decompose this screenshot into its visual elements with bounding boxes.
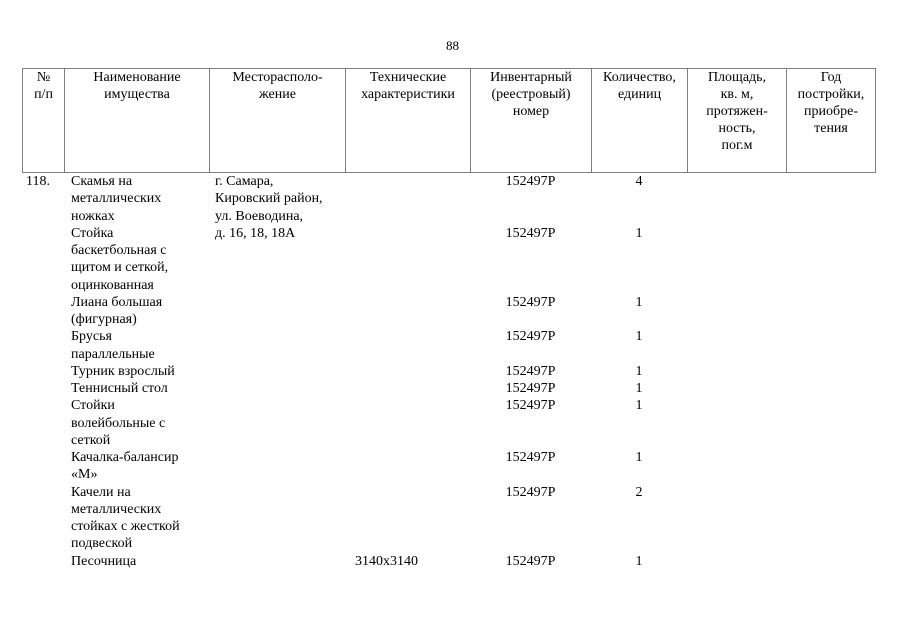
- location-cell: [209, 225, 345, 294]
- year: [786, 328, 875, 363]
- tech-specs: [345, 397, 470, 449]
- inventory-number: 152497Р: [505, 381, 556, 396]
- row-number: [22, 380, 64, 397]
- tech-specs: 3140x3140: [355, 553, 418, 569]
- tech-specs: [345, 363, 470, 380]
- row-number: [22, 397, 64, 449]
- table-row: [22, 449, 875, 484]
- table-row: [22, 484, 875, 553]
- tech-specs: [345, 294, 470, 329]
- quantity: 1: [635, 398, 643, 414]
- year: [786, 294, 875, 329]
- row-number: [22, 294, 64, 329]
- inventory-number: 152497Р: [505, 553, 556, 569]
- location-cell: [209, 173, 345, 241]
- tech-specs: [345, 449, 470, 484]
- quantity: 1: [635, 329, 643, 345]
- column-header: Технические характеристики: [346, 69, 471, 173]
- location-cell: [209, 380, 345, 397]
- quantity: 2: [635, 484, 643, 500]
- table-row: [22, 294, 875, 329]
- column-header: Наименование имущества: [65, 69, 210, 173]
- area: [687, 449, 786, 484]
- table-row: [22, 328, 875, 363]
- quantity: 1: [635, 381, 643, 396]
- location-cell: [209, 397, 345, 449]
- inventory-number: 152497Р: [505, 363, 556, 379]
- area: [687, 380, 786, 397]
- year: [786, 380, 875, 397]
- tech-specs: [345, 380, 470, 397]
- column-header: № п/п: [23, 69, 65, 173]
- item-name: Брусья параллельные: [71, 329, 155, 362]
- row-number: 118.: [26, 174, 50, 189]
- area: [687, 484, 786, 553]
- row-number: [22, 225, 64, 294]
- item-name: Скамья на металлических ножках: [71, 174, 162, 224]
- item-name: Качалка-балансир «М»: [71, 450, 179, 483]
- location-cell: [209, 449, 345, 484]
- year: [786, 397, 875, 449]
- inventory-number: 152497Р: [505, 294, 556, 310]
- inventory-number: 152497Р: [505, 484, 556, 500]
- area: [687, 173, 786, 225]
- item-name: Турник взрослый: [71, 363, 175, 379]
- table-row: [22, 225, 875, 294]
- inventory-number: 152497Р: [505, 398, 556, 414]
- tech-specs: [345, 484, 470, 553]
- tech-specs: [345, 328, 470, 363]
- column-header: Месторасполо- жение: [210, 69, 346, 173]
- row-number: [22, 553, 64, 570]
- table-row: [22, 363, 875, 380]
- inventory-number: 152497Р: [505, 174, 556, 189]
- table-header: [22, 68, 876, 173]
- year: [786, 225, 875, 294]
- location: г. Самара, Кировский район, ул. Воеводина, д. 16, 18, 18А: [215, 174, 323, 241]
- year: [786, 173, 875, 225]
- item-name: Теннисный стол: [71, 381, 168, 396]
- quantity: 1: [635, 225, 643, 241]
- column-header: Инвентарный (реестровый) номер: [471, 69, 592, 173]
- row-number: [22, 449, 64, 484]
- year: [786, 449, 875, 484]
- year: [786, 484, 875, 553]
- area: [687, 294, 786, 329]
- item-name: Лиана большая (фигурная): [71, 294, 163, 327]
- location-cell: [209, 328, 345, 363]
- inventory-number: 152497Р: [505, 329, 556, 345]
- inventory-number: 152497Р: [505, 225, 556, 241]
- item-name: Качели на металлических стойках с жесткой подвеской: [71, 484, 180, 552]
- inventory-number: 152497Р: [505, 450, 556, 465]
- item-name: Песочница: [71, 553, 137, 569]
- quantity: 1: [635, 450, 643, 465]
- quantity: 1: [635, 553, 643, 569]
- table-row: [22, 380, 875, 397]
- area: [687, 225, 786, 294]
- row-number: [22, 484, 64, 553]
- year: [786, 553, 875, 570]
- column-header: Площадь, кв. м, протяжен- ность, пог.м: [688, 69, 787, 173]
- item-name: Стойка баскетбольная с щитом и сеткой, оцинкованная: [71, 225, 169, 293]
- location-cell: [209, 363, 345, 380]
- column-header: Год постройки, приобре- тения: [787, 69, 876, 173]
- year: [786, 363, 875, 380]
- page-number: 88: [446, 38, 459, 53]
- column-header: Количество, единиц: [592, 69, 688, 173]
- area: [687, 397, 786, 449]
- area: [687, 363, 786, 380]
- table-row: [22, 553, 875, 570]
- table-row: [22, 173, 875, 225]
- location-cell: [209, 484, 345, 553]
- quantity: 1: [635, 294, 643, 310]
- row-number: [22, 363, 64, 380]
- row-number: [22, 328, 64, 363]
- item-name: Стойки волейбольные с сеткой: [71, 398, 166, 448]
- property-table: [22, 173, 875, 570]
- table-row: [22, 397, 875, 449]
- location-cell: [209, 553, 345, 570]
- area: [687, 328, 786, 363]
- quantity: 1: [635, 363, 643, 379]
- location-cell: [209, 294, 345, 329]
- area: [687, 553, 786, 570]
- quantity: 4: [635, 174, 643, 189]
- tech-specs: [345, 173, 470, 225]
- tech-specs: [345, 225, 470, 294]
